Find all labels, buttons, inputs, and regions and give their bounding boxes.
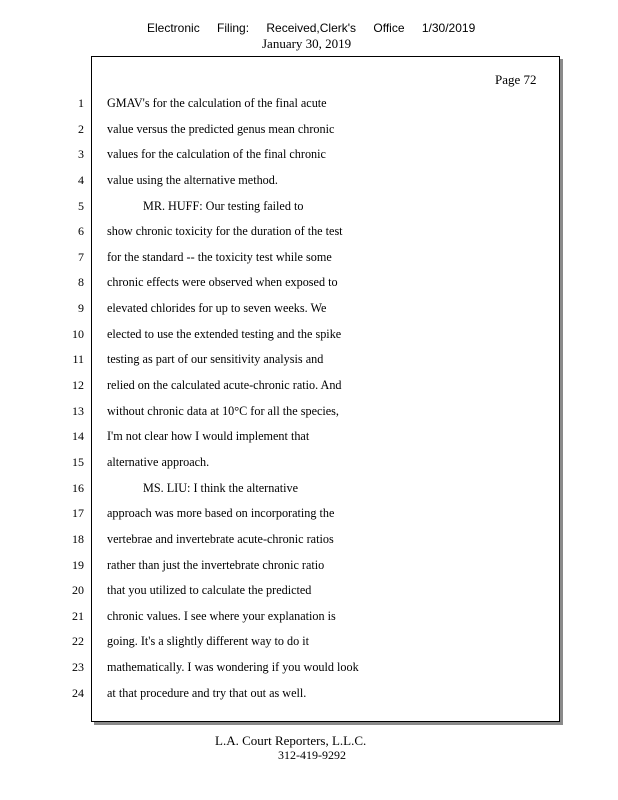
line-number: 12 [72, 378, 84, 393]
line-number: 23 [72, 660, 84, 675]
line-number: 15 [72, 454, 84, 469]
transcript-line: without chronic data at 10°C for all the species, [107, 403, 339, 418]
filed-date: January 30, 2019 [262, 36, 352, 51]
line-number: 7 [78, 249, 84, 264]
line-number: 16 [72, 480, 84, 495]
filing-stamp [147, 21, 489, 35]
transcript-line: mathematically. I was wondering if you would look [107, 660, 359, 675]
transcript-line: elevated chlorides for up to seven weeks. We [107, 301, 327, 316]
transcript-line: alternative approach. [107, 454, 210, 469]
transcript-line: show chronic toxicity for the duration of the test [107, 224, 343, 239]
stamp-word-received: Received,Clerk's [266, 21, 357, 35]
line-number: 20 [72, 583, 84, 598]
line-number: 3 [78, 147, 84, 162]
line-number: 24 [72, 685, 84, 700]
transcript-line: approach was more based on incorporating the [107, 506, 335, 521]
line-number: 14 [72, 429, 84, 444]
footer-phone: 312-419-9292 [278, 748, 346, 762]
transcript-line: chronic effects were observed when exposed to [107, 275, 338, 290]
line-number: 22 [72, 634, 84, 649]
transcript-line: rather than just the invertebrate chronic ratio [107, 557, 325, 572]
stamp-word-office: Office [373, 21, 405, 35]
transcript-line: values for the calculation of the final chronic [107, 147, 326, 162]
stamp-word-electronic: Electronic [147, 21, 200, 35]
page-number: Page 72 [495, 72, 537, 87]
transcript-line: MR. HUFF: Our testing failed to [143, 198, 304, 213]
line-number: 17 [72, 506, 84, 521]
transcript-line: vertebrae and invertebrate acute-chronic ratios [107, 531, 334, 546]
line-number: 10 [72, 326, 84, 341]
transcript-line: value using the alternative method. [107, 172, 278, 187]
line-number: 13 [72, 403, 84, 418]
line-number-column [60, 91, 84, 706]
transcript-line: for the standard -- the toxicity test while some [107, 249, 332, 264]
line-number: 4 [78, 172, 84, 187]
transcript-line: elected to use the extended testing and the spike [107, 326, 342, 341]
line-number: 5 [78, 198, 84, 213]
stamp-date: 1/30/2019 [421, 21, 476, 35]
transcript-line: I'm not clear how I would implement that [107, 429, 310, 444]
transcript-line: at that procedure and try that out as well. [107, 685, 307, 700]
transcript-line: going. It's a slightly different way to do it [107, 634, 310, 649]
transcript-line: that you utilized to calculate the predicted [107, 583, 312, 598]
transcript-line: chronic values. I see where your explanation is [107, 608, 336, 623]
transcript-line: relied on the calculated acute-chronic ratio. And [107, 378, 342, 393]
footer-company: L.A. Court Reporters, L.L.C. [215, 733, 367, 748]
stamp-word-filing: Filing: [217, 21, 250, 35]
transcript-line: MS. LIU: I think the alternative [143, 480, 299, 495]
line-number: 2 [78, 121, 84, 136]
transcript-line: GMAV's for the calculation of the final acute [107, 96, 327, 110]
line-number: 9 [78, 301, 84, 316]
line-number: 1 [78, 96, 84, 110]
line-number: 8 [78, 275, 84, 290]
transcript-text [107, 91, 547, 706]
line-number: 19 [72, 557, 84, 572]
transcript-line: value versus the predicted genus mean chronic [107, 121, 335, 136]
line-number: 11 [72, 352, 84, 367]
line-number: 18 [72, 531, 84, 546]
line-number: 21 [72, 608, 84, 623]
transcript-line: testing as part of our sensitivity analysis and [107, 352, 324, 367]
line-number: 6 [78, 224, 84, 239]
